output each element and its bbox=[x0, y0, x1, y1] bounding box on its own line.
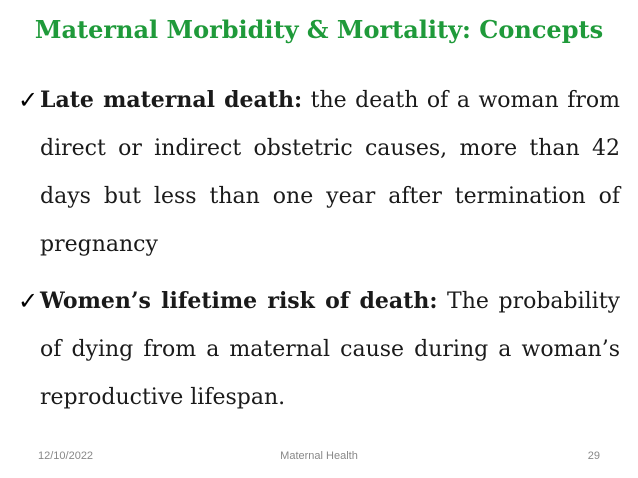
slide-footer bbox=[0, 447, 638, 467]
footer-date: 12/10/2022 bbox=[38, 450, 94, 462]
check-mark-icon: ✓ bbox=[18, 86, 39, 114]
bullet-term: Women’s lifetime risk of death: bbox=[40, 288, 438, 314]
bullet-term: Late maternal death: bbox=[40, 87, 303, 113]
bullet-late-maternal-death bbox=[18, 76, 620, 269]
check-mark-icon: ✓ bbox=[18, 287, 39, 315]
footer-title: Maternal Health bbox=[280, 450, 358, 462]
bullet-text: The probability of dying from a maternal cause during a woman’s reproductive lifespan. bbox=[40, 289, 620, 410]
bullet-list bbox=[18, 76, 620, 422]
slide-title: Maternal Morbidity & Mortality: Concepts bbox=[34, 15, 604, 44]
bullet-lifetime-risk bbox=[18, 277, 620, 422]
bullet-text: the death of a woman from direct or indirect obstetric causes, more than 42 days but less than one year after termination of pregnancy bbox=[40, 88, 620, 257]
page-number: 29 bbox=[587, 450, 600, 462]
